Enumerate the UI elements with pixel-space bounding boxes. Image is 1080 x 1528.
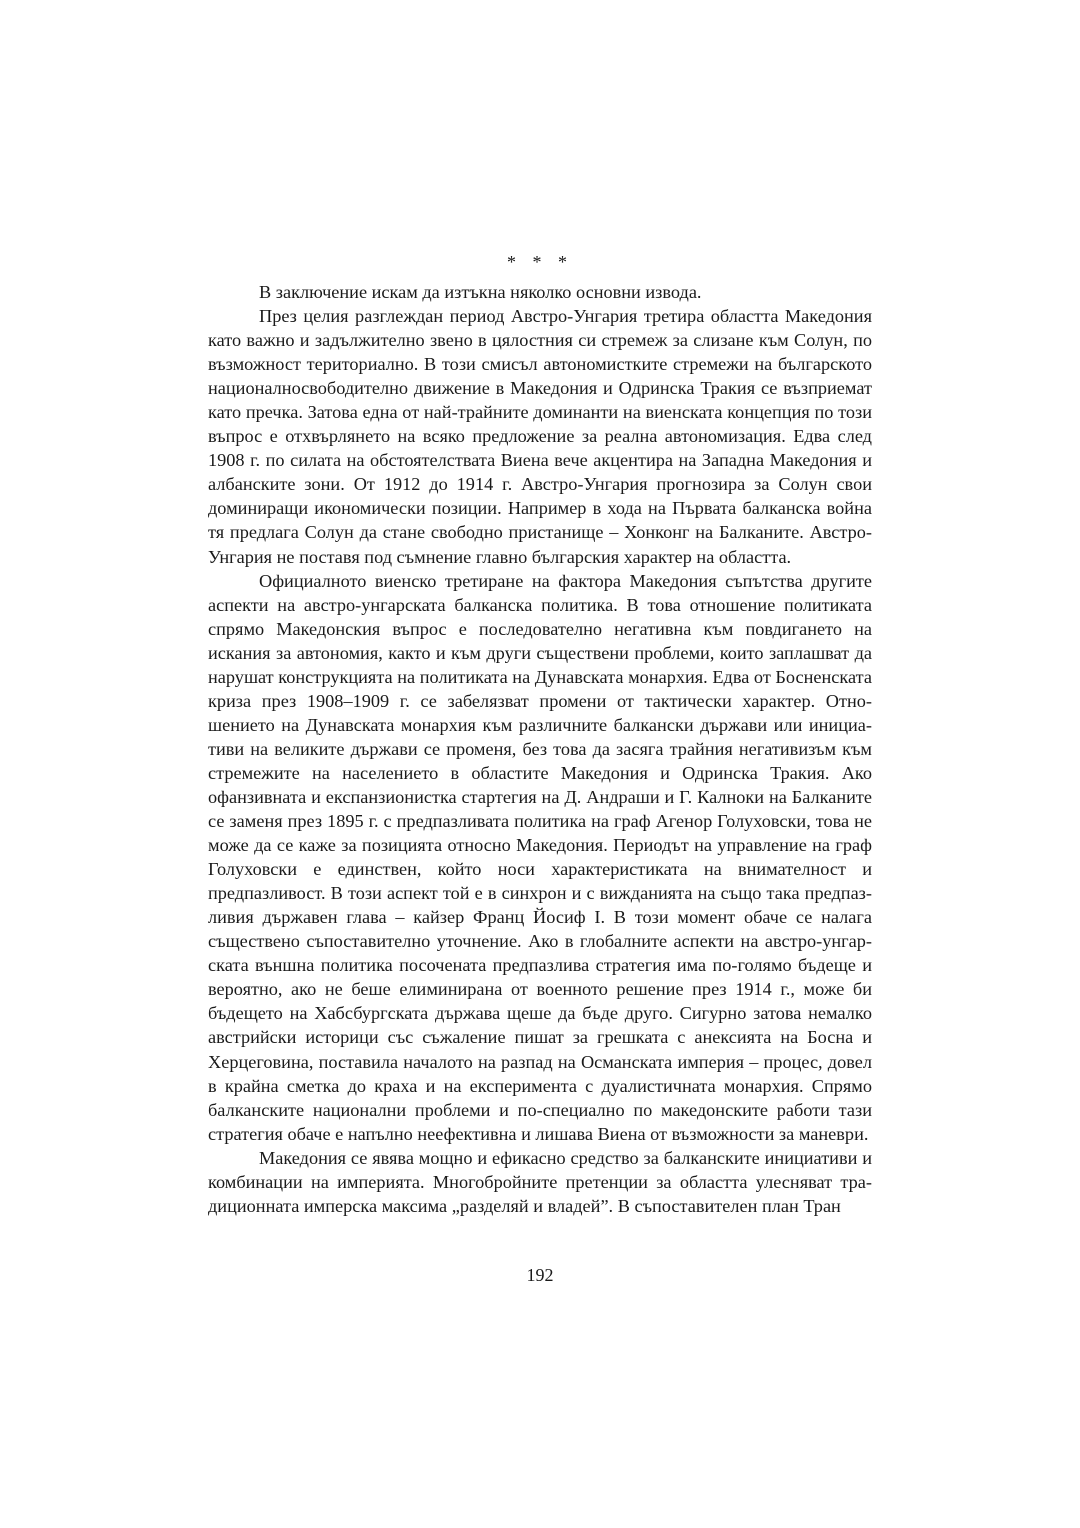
paragraph-official-vienna: Официалното виенско третиране на фактора Македония съпътства другите аспекти на австро-унгарската балканска политика. В това отношение политиката спрямо Македонския въпрос е последователно негативна към повдигането на искания за автономия, както и към други съществени проблеми, които заплашват да нарушат конструкцията на политиката на Дунавската монархия. Едва от Босненската криза през 1908–1909 г. се забелязват промени от тактически характер. Отношението на Дунавската монархия към различните балкански държави или инициативи на великите държави се променя, без това да засяга трайния негативизъм към стремежите на населението в областите Македония и Одринска Тракия. Ако офанзивната и експанзионистка стартегия на Д. Андраши и Г. Калноки на Балканите се заменя през 1895 г. с предпазливата политика на граф Агенор Голуховски, това не може да се каже за позицията относно Македония. Периодът на управление на граф Голуховски е единствен, който носи характеристиката на внимателност и предпазливост. В този аспект той е в синхрон и с вижданията на също така предпазливия държавен глава – кайзер Франц Йосиф I. В този момент обаче се налага съществено съпоставително уточнение. Ако в глобалните аспекти на австро-унгарската външна политика посочената предпазлива стратегия има по-голямо бъдеще и вероятно, ако не беше елиминирана от военното решение през 1914 г., може би бъдещето на Хабсбургската държава щеше да бъде друго. Сигурно затова немалко австрийски историци със съжаление пишат за грешката с анексията на Босна и Херцеговина, поставила началото на разпад на Османската империя – процес, довел в крайна сметка до краха и на експеримента с дуалистичната монархия. Спрямо балканските национални проблеми и по-специално по македонските работи тази стратегия обаче е напълно неефективна и лишава Виена от възможности за маневри. xyxy=(208,570,872,1144)
body-text xyxy=(208,280,872,1218)
paragraph-austria-hungary: През целия разглеждан период Австро-Унгария третира областта Македония като важно и задължително звено в цялостния си стремеж за слизане към Солун, по възможност териториално. В този смисъл автономистките стремежи на българското националносвободително движение в Македония и Одринска Тракия се възприемат като пречка. Затова една от най-трайните доминанти на виенската концепция по този въпрос е отхвърлянето на всяко предложение за реална автономизация. Едва след 1908 г. по силата на обстоятелствата Виена вече акцентира на Западна Македония и албанските зони. От 1912 до 1914 г. Австро-Унгария прогнозира за Солун свои доминиращи икономически позиции. Например в хода на Първата балканска война тя предлага Солун да стане свободно пристанище – Хонконг на Балканите. Австро-Унгария не поставя под съмнение главно българския характер на областта. xyxy=(208,306,872,567)
section-separator: * * * xyxy=(507,252,573,272)
paragraph-intro: В заключение искам да изтъкна няколко основни извода. xyxy=(259,282,702,302)
page-number: 192 xyxy=(526,1265,554,1285)
paragraph-macedonia: Македония се явява мощно и ефикасно средство за балканските инициативи и комбинации на империята. Многобройните претенции за областта улесняват традиционната имперска максима „разделяй и владей”. В съпоставителен план Тран xyxy=(208,1147,872,1216)
